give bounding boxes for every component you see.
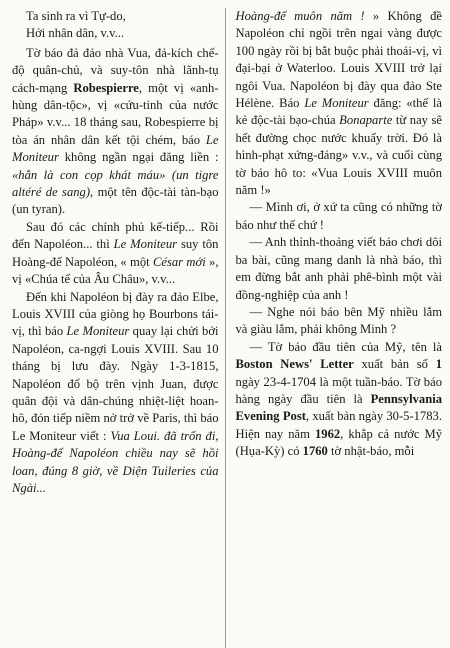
bold-text: 1962 <box>314 426 341 441</box>
text-run: từ nay sẽ hết đường chọc nước khuấy trời. Đó là hình-phạt xứng-đáng» v.v., và cuối cùng tờ báo hô to: «Vua Louis XVIII muôn năm !» <box>235 113 442 198</box>
bold-text: Pennsylvania Evening Post <box>235 391 442 424</box>
italic-text: Le Moniteur <box>12 132 219 165</box>
italic-text: Bonaparte <box>339 113 393 128</box>
text-run: Đến khi Napoléon bị đày ra đảo Elbe, Louis XVIII của giòng họ Bourbons tái-vị, thì báo <box>12 289 219 339</box>
text-run: , một tên độc-tài tàn-bạo (un tyran). <box>12 185 219 217</box>
epigraph-line-2: Hởi nhân dân, v.v... <box>26 26 125 41</box>
text-run: không ngần ngại đăng liền : <box>58 150 219 165</box>
text-run: — Tờ báo đầu tiên của Mỹ, tên là <box>249 339 442 354</box>
text-run: suy tôn Hoàng-đế Napoléon, « một <box>12 237 219 269</box>
paragraph <box>12 45 219 219</box>
text-run: , khắp cả nước Mỹ (Hụa-Kỳ) có <box>235 426 442 459</box>
text-columns <box>12 8 442 648</box>
bold-text: 1760 <box>302 444 328 459</box>
italic-text: Le Moniteur <box>66 324 130 339</box>
dialogue-line <box>236 339 443 461</box>
italic-text: Le Moniteur <box>113 237 178 252</box>
text-run: xuất bản số <box>353 357 436 372</box>
dialogue-line: — Anh thỉnh-thoảng viết báo chơi dôi ba bài, cũng mang danh là nhà báo, thì em đừng bắt anh phải phê-bình một vài đồng-nghiệp của anh ! <box>235 235 442 302</box>
italic-text: Le Moniteur <box>304 96 369 111</box>
text-run: ngày 23-4-1704 là một tuần-báo. Tờ báo hàng ngày đầu tiên là <box>235 374 442 406</box>
text-run: tờ nhật-báo, mỗi <box>327 444 415 459</box>
bold-text: Robespierre <box>73 80 139 95</box>
dialogue-line: — Nghe nói báo bên Mỹ nhiều lắm và giàu lắm, phải không Minh ? <box>235 304 442 337</box>
paragraph <box>236 8 443 199</box>
epigraph-line-1: Ta sinh ra vì Tự-do, <box>26 9 126 23</box>
text-run: » Không đề Napoléon chỉ ngồi trên ngai vàng được 100 ngày rồi bị bắt buộc phải thoái-vị, vì đại-bại ở Waterloo. Louis XVIII trở lại ngôi Vua. Napoléon bị đày qua đảo Ste Hélène. Báo <box>235 9 442 111</box>
epigraph <box>12 8 219 43</box>
bold-text: Boston News' Letter <box>235 357 354 372</box>
text-run: Tờ báo đả đảo nhà Vua, đả-kích chế-độ quân-chủ, và suy-tôn nhà lãnh-tụ cách-mạng <box>12 45 219 95</box>
left-column <box>12 8 226 648</box>
italic-text: Hoàng-đế muôn năm ! <box>235 9 365 23</box>
italic-text: (un tigre altéré de sang) <box>12 167 219 200</box>
text-run: Sau đó các chính phủ kế-tiếp... Rồi đến Napoléon... thì <box>12 219 219 252</box>
italic-text: «hắn là con cọp khát máu» <box>12 167 166 182</box>
text-run: đăng: «thế là kẻ độc-tài bạo-chúa <box>235 96 442 128</box>
text-run: », vị «Chúa tể của Âu Châu», v.v... <box>12 254 219 287</box>
italic-text: Vua Loui. đã trốn đi, Hoàng-đế Napoléon chiều nay sẽ hồi loan, đúng 8 giờ, về Diện Tuileries của Ngài... <box>12 428 219 495</box>
dialogue-line: — Mình ơi, ở xứ ta cũng có những tờ báo như thế chứ ! <box>235 200 442 232</box>
paragraph <box>12 289 219 498</box>
right-column <box>232 8 443 648</box>
text-run: , xuất bản ngày 30-5-1783. Hiện nay năm <box>235 409 442 441</box>
italic-text: César mới <box>152 254 206 269</box>
text-run: quay lại chửi bới Napoléon, ca-ngợi Louis XVIII. Sau 10 tháng bị lưu đày. Ngày 1-3-1815, Napoléon đổ bộ trên vịnh Juan, được quân đội và dân-chúng nhiệt-liệt hoan-hô, đón tiếp niềm nở trở về Paris, thì báo Le Moniteur viết : <box>12 324 219 443</box>
paragraph <box>12 219 219 289</box>
bold-text: 1 <box>435 357 442 372</box>
text-run: , một vị «anh-hùng dân-tộc», vị «cứu-tinh của nước Pháp» v.v... 18 tháng sau, Robespierre bị tòa án nhân dân kết tội chém, báo <box>12 80 219 147</box>
